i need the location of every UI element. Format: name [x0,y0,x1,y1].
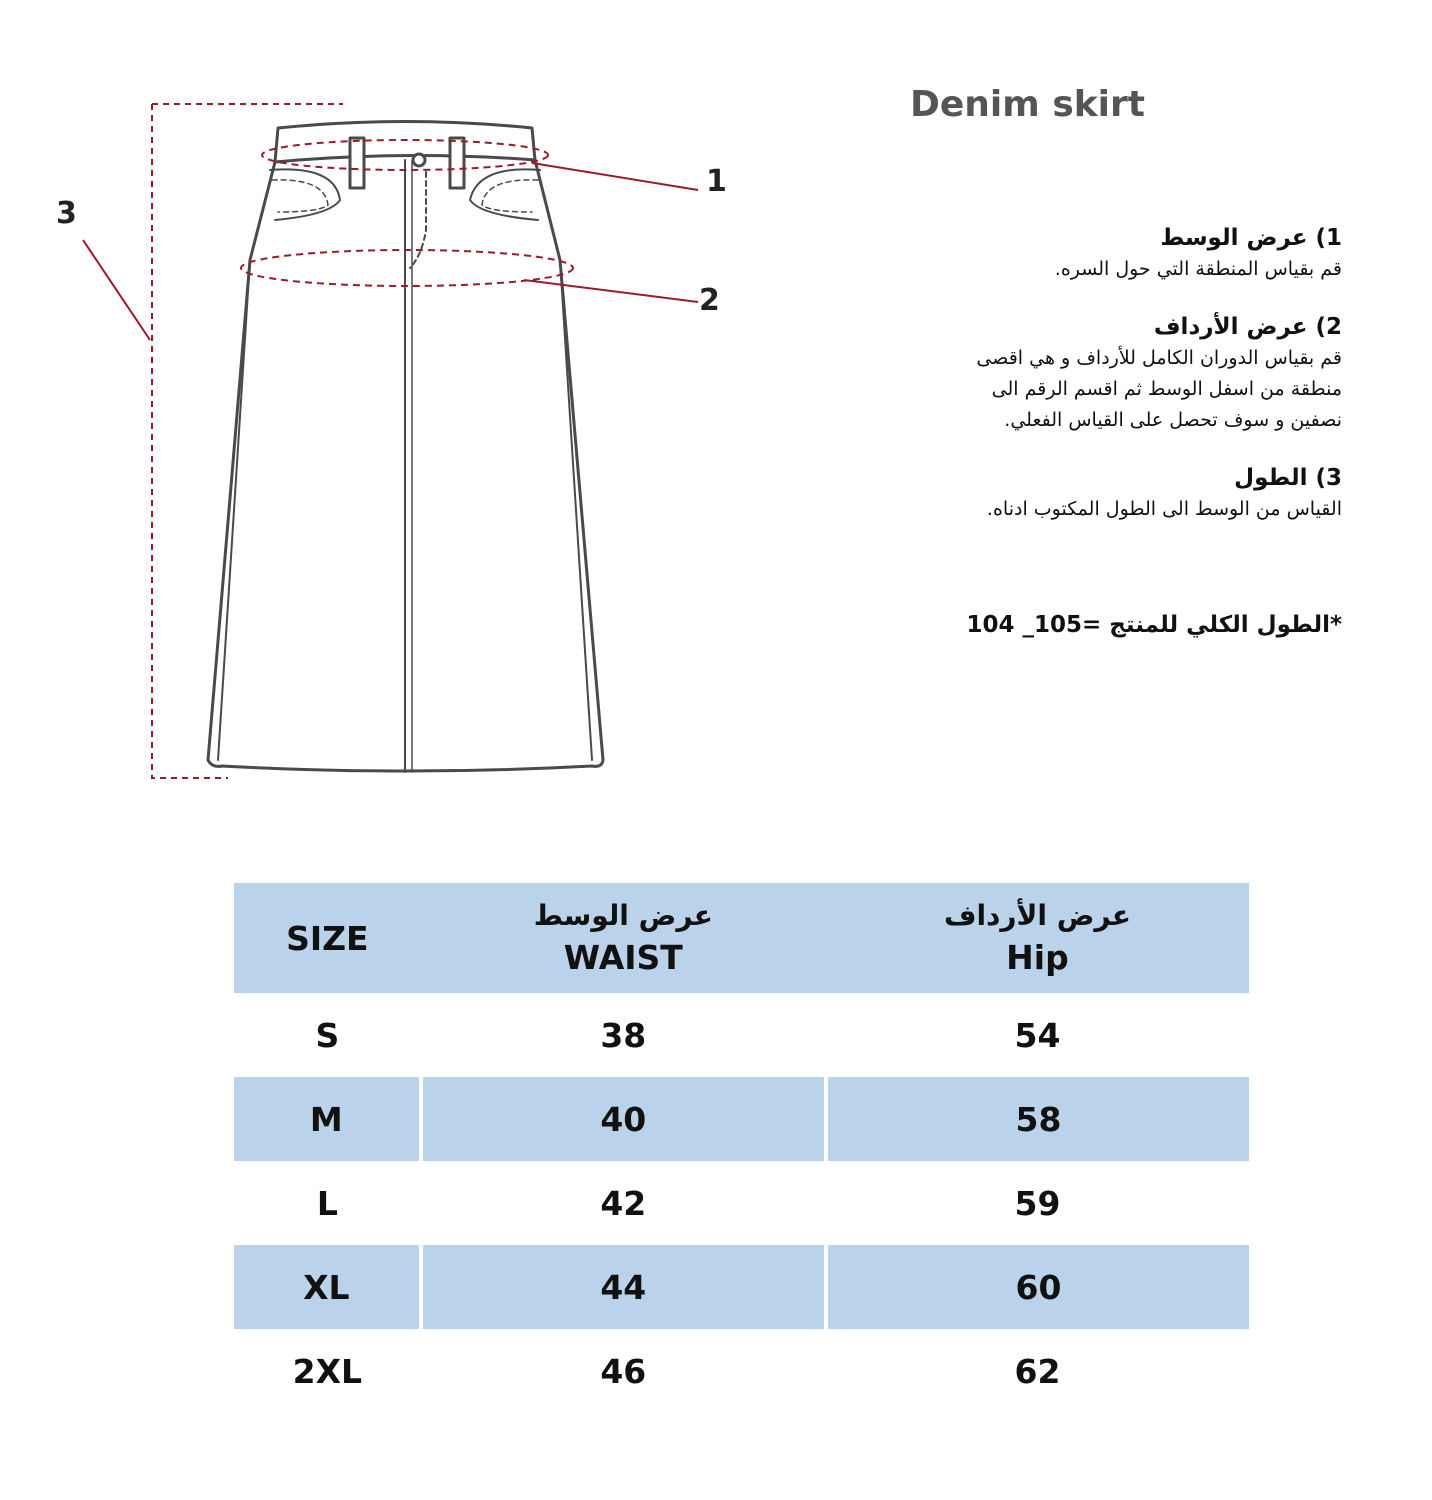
hip-cell: 60 [826,1245,1249,1329]
table-row [234,993,1249,1077]
hip-cell: 58 [826,1077,1249,1161]
length-leader-line [83,240,150,340]
measurement-instructions [882,222,1342,551]
hip-cell: 54 [1014,1015,1061,1055]
size-cell: 2XL [292,1351,363,1391]
waist-cell: 44 [421,1245,826,1329]
waist-cell: 46 [600,1351,647,1391]
size-cell: S [315,1015,340,1055]
header-hip: عرض الأرداف Hip [943,899,1131,977]
instruction-heading: 3) الطول [1234,465,1342,491]
header-waist: عرض الوسط WAIST [533,899,713,977]
waist-cell: 40 [421,1077,826,1161]
hip-marker [241,250,573,286]
table-row [234,1245,1249,1329]
instruction-heading: 2) عرض الأرداف [1153,314,1342,340]
hip-cell: 59 [1014,1183,1061,1223]
header-size: SIZE [286,918,369,958]
size-cell: L [316,1183,338,1223]
waist-leader-line [532,163,698,190]
size-chart-table [234,883,1249,1413]
skirt-drawing [208,122,603,773]
product-title: Denim skirt [910,84,1145,125]
table-row [234,1161,1249,1245]
table-row [234,1329,1249,1413]
total-length-note: *الطول الكلي للمنتج =105_ 104 [966,612,1342,638]
size-cell: XL [234,1245,421,1329]
hip-cell: 62 [1014,1351,1061,1391]
instruction-text: نصفين و سوف تحصل على القياس الفعلي. [1004,409,1342,431]
size-cell: M [234,1077,421,1161]
instruction-waist [882,222,1342,285]
marker-label-length: 3 [56,196,77,231]
marker-label-waist: 1 [706,164,727,199]
instruction-length [882,462,1342,525]
instruction-text: قم بقياس الدوران الكامل للأرداف و هي اقصى [976,347,1342,369]
instruction-heading: 1) عرض الوسط [1160,225,1342,251]
instruction-text: قم بقياس المنطقة التي حول السره. [1054,258,1342,280]
hip-leader-line [524,280,698,302]
marker-label-hip: 2 [699,283,720,318]
table-header-row [234,883,1249,993]
length-bracket [152,104,343,778]
table-row [234,1077,1249,1161]
instruction-text: منطقة من اسفل الوسط ثم اقسم الرقم الى [991,378,1342,400]
waist-cell: 38 [600,1015,647,1055]
waist-cell: 42 [600,1183,647,1223]
instruction-hip [882,311,1342,436]
skirt-illustration [0,0,800,820]
instruction-text: القياس من الوسط الى الطول المكتوب ادناه. [986,498,1342,520]
